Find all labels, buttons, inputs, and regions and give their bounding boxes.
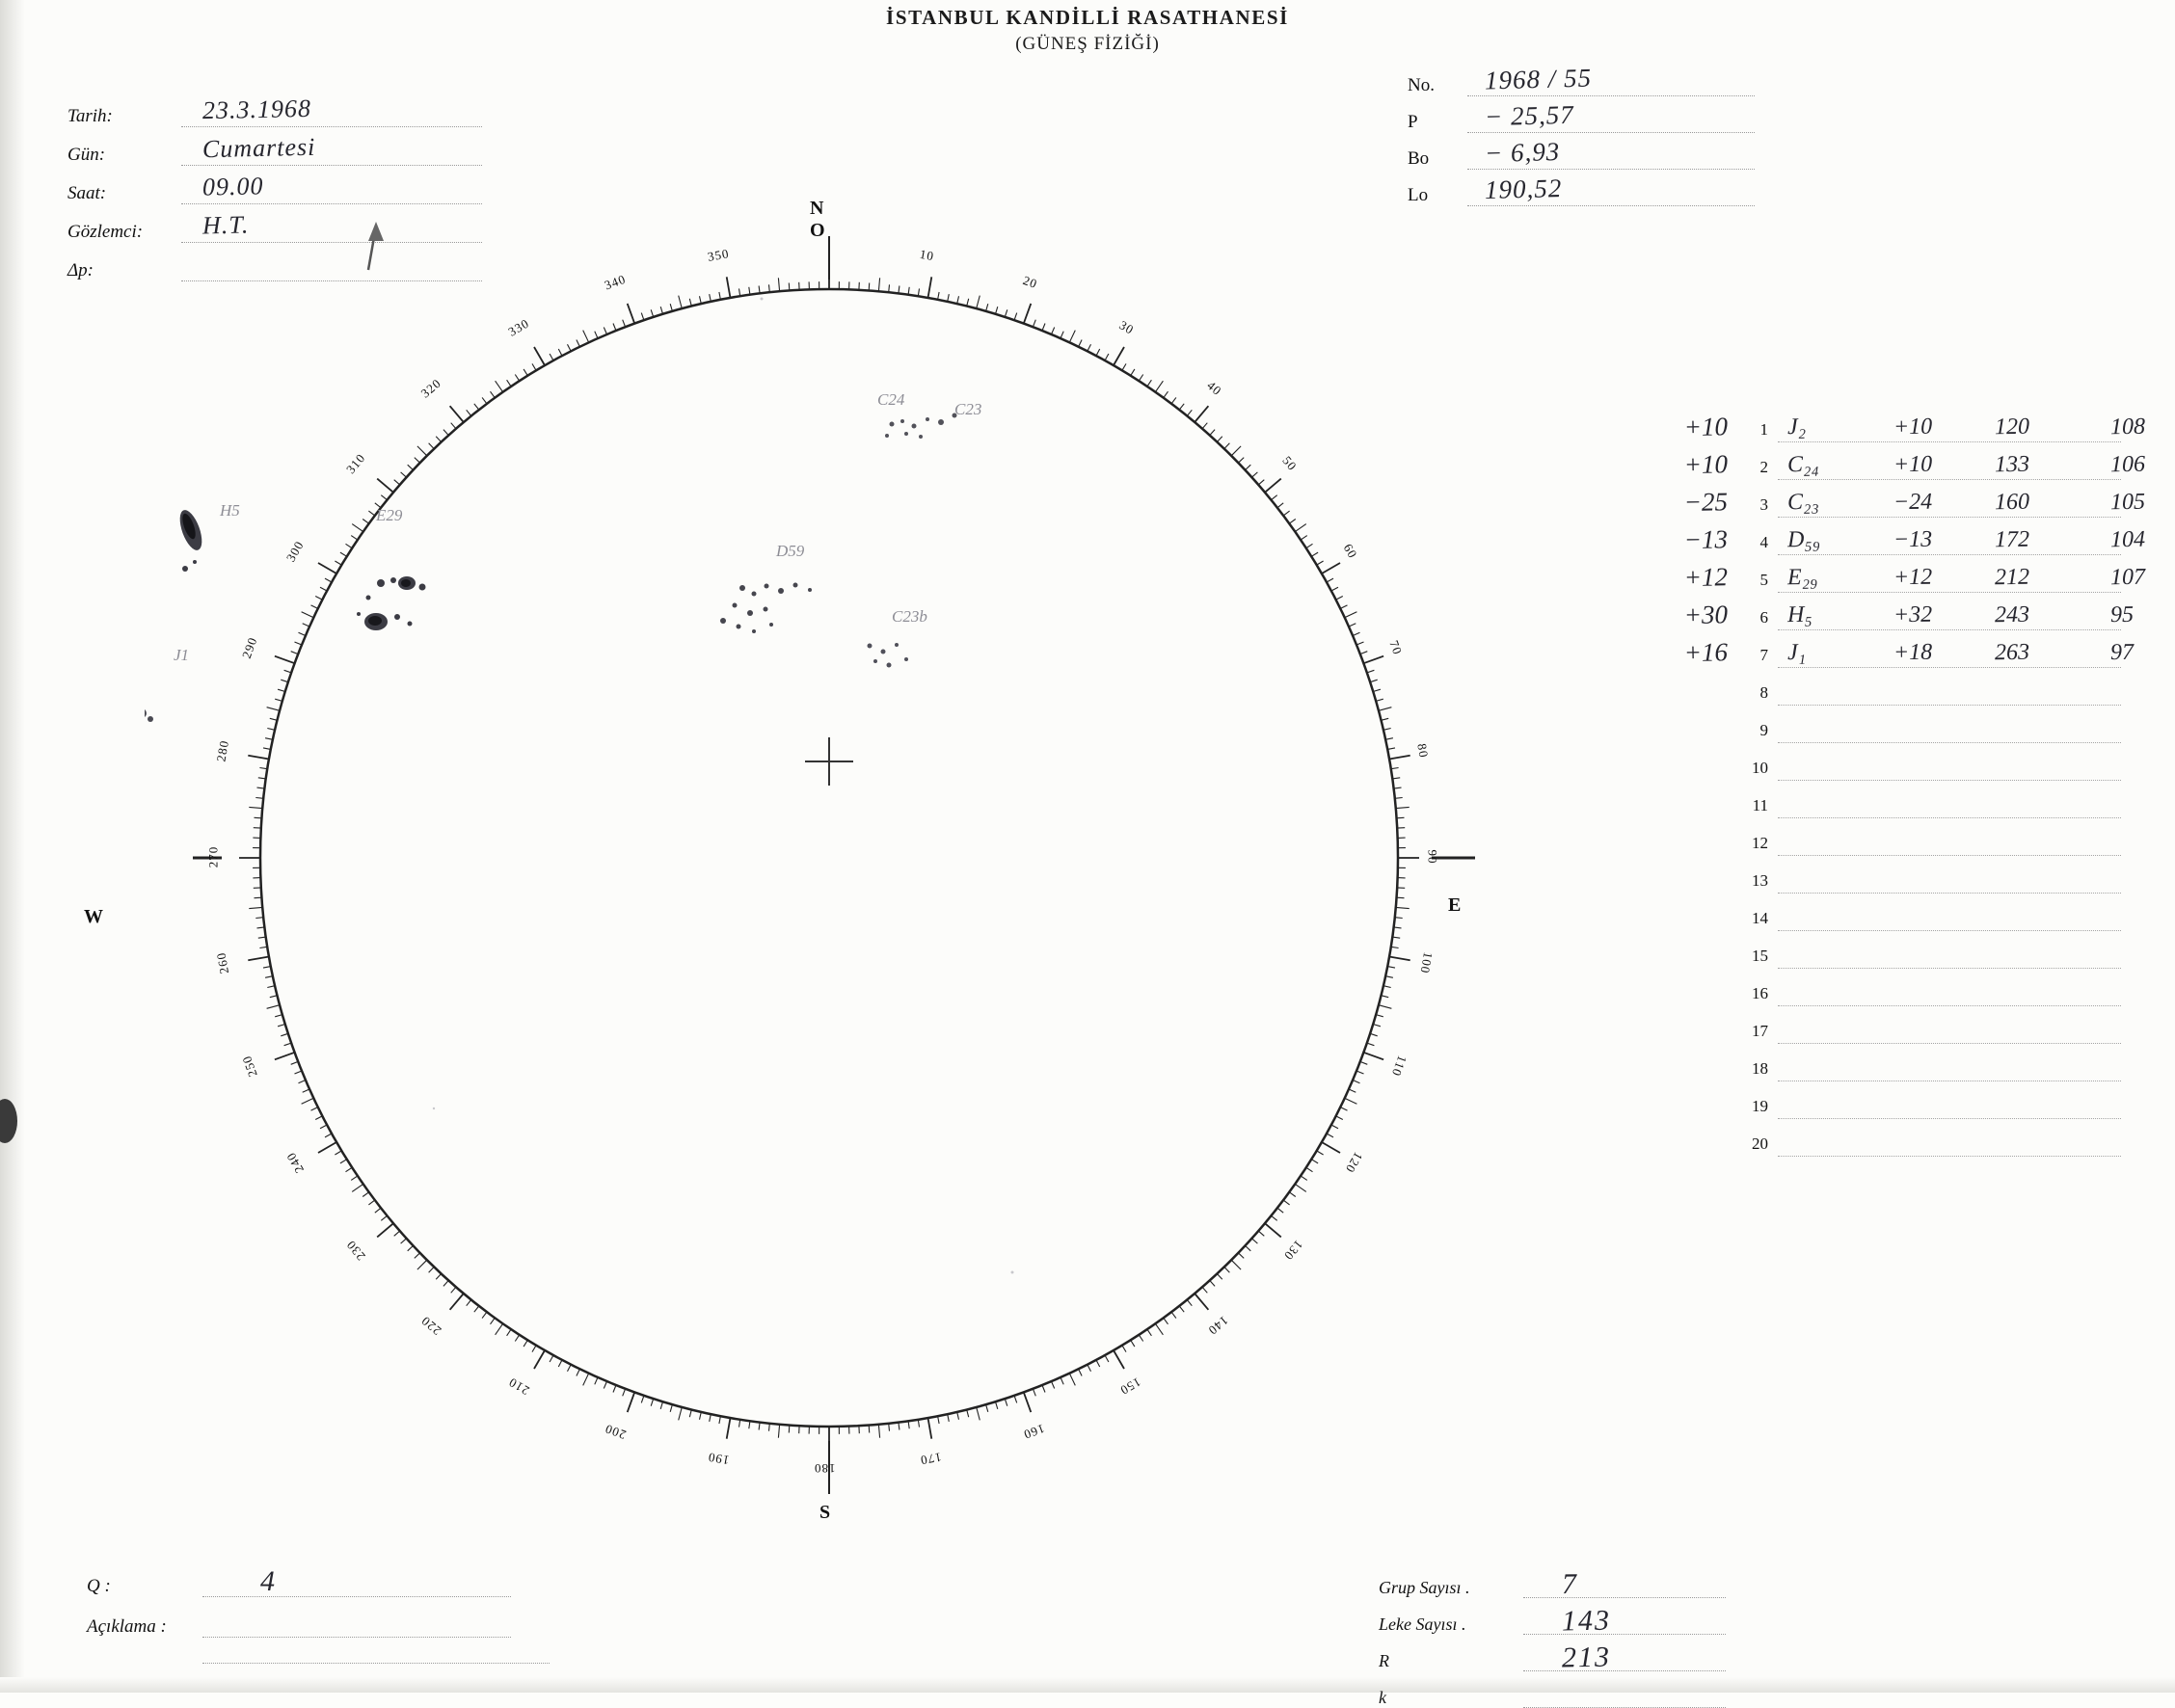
- degree-label-310: 310: [343, 451, 369, 478]
- quality-block: [87, 1557, 511, 1664]
- degree-label-230: 230: [343, 1237, 369, 1264]
- table-row[interactable]: [1639, 480, 2121, 518]
- cell-latitude: +32: [1893, 602, 1933, 629]
- cell-index: 15: [1735, 947, 1778, 969]
- degree-label-290: 290: [239, 635, 261, 661]
- form-row-no: [1408, 60, 1755, 96]
- cell-latitude: −13: [1893, 527, 1933, 554]
- sunspot-label-C23: C23: [954, 400, 981, 419]
- sunspot-label-J1: J1: [174, 646, 189, 665]
- degree-label-350: 350: [707, 246, 731, 265]
- degree-label-20: 20: [1021, 273, 1040, 292]
- label-leke-sayisi: Leke Sayısı .: [1379, 1615, 1523, 1635]
- value-gozlemci: H.T.: [202, 210, 250, 240]
- cell-delta: −13: [1639, 524, 1736, 556]
- cell-latitude: +10: [1893, 452, 1933, 479]
- degree-label-180: 180: [814, 1460, 836, 1476]
- table-row[interactable]: [1639, 856, 2121, 894]
- row-grup-sayisi: [1379, 1561, 1726, 1598]
- cell-index: 1: [1735, 420, 1778, 442]
- cell-index: 10: [1735, 759, 1778, 781]
- orientation-arrow: [368, 222, 384, 270]
- cell-delta: −25: [1639, 487, 1736, 519]
- cell-index: 17: [1735, 1022, 1778, 1044]
- cell-value: 95: [2110, 602, 2134, 628]
- table-row[interactable]: [1639, 706, 2121, 743]
- cell-entry[interactable]: [1778, 785, 2121, 818]
- sunspot-label-C23b: C23b: [892, 607, 927, 627]
- table-row[interactable]: [1639, 405, 2121, 442]
- page-title: [0, 6, 2175, 55]
- table-row[interactable]: [1639, 630, 2121, 668]
- cell-entry[interactable]: [1778, 973, 2121, 1006]
- table-row[interactable]: [1639, 1081, 2121, 1119]
- value-leke-sayisi: 143: [1562, 1605, 1612, 1639]
- label-no: No.: [1408, 75, 1467, 96]
- cell-latitude: +10: [1893, 414, 1933, 441]
- sunspot-group-H5: [175, 507, 206, 572]
- value-q: 4: [260, 1565, 275, 1598]
- cell-entry[interactable]: [1778, 709, 2121, 743]
- cell-longitude: 172: [1995, 527, 2029, 554]
- degree-label-220: 220: [418, 1312, 445, 1338]
- cell-entry[interactable]: [1778, 409, 2121, 442]
- cell-group-name: J₂: [1787, 414, 1806, 440]
- cell-entry[interactable]: [1778, 559, 2121, 593]
- field-q[interactable]: [202, 1567, 511, 1597]
- degree-label-110: 110: [1387, 1054, 1410, 1079]
- cardinal-s: S: [819, 1502, 830, 1524]
- table-row[interactable]: [1639, 518, 2121, 555]
- value-gun: Cumartesi: [202, 133, 316, 164]
- cell-delta: +10: [1639, 412, 1736, 443]
- cell-entry[interactable]: [1778, 597, 2121, 630]
- cell-delta: +10: [1639, 449, 1736, 481]
- row-q: [87, 1557, 511, 1597]
- cell-value: 104: [2110, 527, 2145, 554]
- degree-label-130: 130: [1280, 1237, 1306, 1264]
- sunspot-label-E29: E29: [376, 506, 402, 525]
- solar-disk-svg: [145, 145, 1591, 1610]
- table-row[interactable]: [1639, 442, 2121, 480]
- table-row[interactable]: [1639, 818, 2121, 856]
- cell-entry[interactable]: [1778, 935, 2121, 969]
- cell-value: 107: [2110, 565, 2145, 592]
- table-row[interactable]: [1639, 555, 2121, 593]
- cell-index: 13: [1735, 871, 1778, 894]
- degree-label-90: 90: [1425, 850, 1440, 865]
- sunspot-group-D59: [720, 583, 812, 634]
- cell-index: 2: [1735, 458, 1778, 480]
- cardinal-w: W: [84, 906, 103, 928]
- sunspot-label-H5: H5: [220, 501, 240, 520]
- field-tarih[interactable]: [181, 97, 482, 127]
- cell-value: 97: [2110, 640, 2134, 666]
- cell-group-name: D₅₉: [1787, 527, 1820, 553]
- degree-label-60: 60: [1340, 542, 1360, 562]
- cell-delta: +12: [1639, 562, 1736, 594]
- form-row-date: [67, 89, 482, 127]
- table-row[interactable]: [1639, 1119, 2121, 1157]
- cell-entry[interactable]: [1778, 1010, 2121, 1044]
- cell-delta: [1639, 1156, 1735, 1158]
- label-r: R: [1379, 1651, 1523, 1671]
- cell-index: 20: [1735, 1134, 1778, 1157]
- field-grup-sayisi[interactable]: [1523, 1570, 1726, 1598]
- field-p[interactable]: [1467, 105, 1755, 133]
- degree-label-100: 100: [1417, 951, 1437, 975]
- solar-disk-chart: [145, 145, 1591, 1610]
- label-bo: Bo: [1408, 148, 1467, 170]
- label-grup-sayisi: Grup Sayısı .: [1379, 1578, 1523, 1598]
- paper-edge-bottom: [0, 1677, 2175, 1693]
- sunspot-group-C24: [885, 414, 957, 440]
- row-leke-sayisi: [1379, 1598, 1726, 1635]
- cell-index: 7: [1735, 646, 1778, 668]
- field-aciklama-line2[interactable]: [202, 1638, 550, 1664]
- cell-group-name: C₂₃: [1787, 490, 1819, 516]
- label-tarih: Tarih:: [67, 106, 181, 127]
- cell-group-name: J₁: [1787, 640, 1806, 666]
- value-bo: − 6,93: [1485, 137, 1561, 169]
- label-gun: Gün:: [67, 145, 181, 166]
- cell-value: 108: [2110, 414, 2145, 441]
- cell-index: 18: [1735, 1059, 1778, 1081]
- cell-index: 4: [1735, 533, 1778, 555]
- label-lo: Lo: [1408, 185, 1467, 206]
- cell-group-name: E₂₉: [1787, 565, 1818, 591]
- cardinal-o: O: [810, 220, 825, 242]
- table-row[interactable]: [1639, 781, 2121, 818]
- degree-label-260: 260: [213, 951, 232, 975]
- cell-entry[interactable]: [1778, 1048, 2121, 1081]
- cell-index: 11: [1735, 796, 1778, 818]
- counts-block: [1379, 1561, 1726, 1708]
- degree-label-50: 50: [1278, 454, 1300, 475]
- degree-label-160: 160: [1021, 1420, 1047, 1442]
- field-r[interactable]: [1523, 1643, 1726, 1671]
- row-r: [1379, 1635, 1726, 1671]
- degree-label-210: 210: [506, 1374, 532, 1398]
- table-row[interactable]: [1639, 1006, 2121, 1044]
- cell-latitude: +12: [1893, 565, 1933, 592]
- cell-group-name: C₂₄: [1787, 452, 1819, 478]
- value-grup-sayisi: 7: [1562, 1568, 1579, 1601]
- cell-index: 3: [1735, 495, 1778, 518]
- label-q: Q :: [87, 1576, 202, 1597]
- table-row[interactable]: [1639, 1044, 2121, 1081]
- table-row[interactable]: [1639, 743, 2121, 781]
- cell-entry[interactable]: [1778, 822, 2121, 856]
- cell-entry[interactable]: [1778, 446, 2121, 480]
- degree-label-330: 330: [506, 315, 532, 339]
- degree-label-10: 10: [919, 246, 936, 263]
- cell-index: 19: [1735, 1097, 1778, 1119]
- observatory-title: İSTANBUL KANDİLLİ RASATHANESİ: [0, 6, 2175, 30]
- sunspot-label-C24: C24: [877, 390, 904, 410]
- value-p: − 25,57: [1485, 100, 1575, 132]
- table-row[interactable]: [1639, 894, 2121, 931]
- limb-circle: [260, 289, 1398, 1427]
- cell-index: 14: [1735, 909, 1778, 931]
- field-aciklama[interactable]: [202, 1608, 511, 1638]
- cell-entry[interactable]: [1778, 484, 2121, 518]
- cell-latitude: +18: [1893, 640, 1933, 667]
- field-no[interactable]: [1467, 68, 1755, 96]
- sunspot-group-E29: [357, 576, 426, 630]
- cell-entry[interactable]: [1778, 860, 2121, 894]
- value-r: 213: [1562, 1641, 1612, 1675]
- row-aciklama: [87, 1597, 511, 1638]
- table-row[interactable]: [1639, 969, 2121, 1006]
- label-gozlemci: Gözlemci:: [67, 222, 181, 243]
- cell-delta: +16: [1639, 637, 1736, 669]
- degree-label-320: 320: [418, 376, 445, 402]
- cell-index: 5: [1735, 571, 1778, 593]
- degree-label-190: 190: [707, 1450, 731, 1469]
- cell-longitude: 212: [1995, 565, 2029, 592]
- cell-index: 16: [1735, 984, 1778, 1006]
- degree-label-40: 40: [1203, 378, 1224, 399]
- label-aciklama: Açıklama :: [87, 1616, 202, 1638]
- value-tarih: 23.3.1968: [202, 94, 312, 125]
- degree-label-300: 300: [283, 538, 308, 564]
- paper-edge-left: [0, 0, 25, 1693]
- cell-longitude: 120: [1995, 414, 2029, 441]
- form-row-p: [1408, 96, 1755, 133]
- degree-label-120: 120: [1342, 1149, 1366, 1175]
- sunspot-label-D59: D59: [776, 542, 804, 561]
- cell-index: 8: [1735, 683, 1778, 706]
- cell-value: 105: [2110, 490, 2145, 517]
- sunspot-measurement-table: [1639, 405, 2121, 1157]
- degree-label-200: 200: [603, 1420, 629, 1442]
- label-k: k: [1379, 1688, 1523, 1708]
- paper-speckles: [433, 298, 1014, 1274]
- degree-label-270: 270: [205, 846, 221, 868]
- degree-label-170: 170: [919, 1450, 943, 1469]
- cell-index: 6: [1735, 608, 1778, 630]
- label-deltap: Δp:: [67, 260, 181, 281]
- sunspot-group-J1: [145, 708, 153, 722]
- table-row[interactable]: [1639, 931, 2121, 969]
- observatory-subtitle: (GÜNEŞ FİZİĞİ): [0, 34, 2175, 55]
- degree-label-280: 280: [213, 738, 232, 762]
- field-k[interactable]: [1523, 1680, 1726, 1708]
- value-no: 1968 / 55: [1485, 64, 1593, 96]
- cell-longitude: 160: [1995, 490, 2029, 517]
- degree-label-70: 70: [1385, 638, 1405, 657]
- cell-entry[interactable]: [1778, 521, 2121, 555]
- label-p: P: [1408, 112, 1467, 133]
- cell-index: 12: [1735, 834, 1778, 856]
- row-k: [1379, 1671, 1726, 1708]
- cell-entry[interactable]: [1778, 1085, 2121, 1119]
- degree-label-150: 150: [1117, 1374, 1143, 1398]
- cell-longitude: 133: [1995, 452, 2029, 479]
- cell-entry[interactable]: [1778, 672, 2121, 706]
- degree-label-250: 250: [239, 1054, 261, 1080]
- cell-longitude: 263: [1995, 640, 2029, 667]
- cardinal-n: N: [810, 198, 823, 220]
- degree-label-140: 140: [1204, 1312, 1231, 1338]
- table-row[interactable]: [1639, 593, 2121, 630]
- degree-ticks: [239, 268, 1419, 1448]
- sunspot-group-C23: [868, 643, 909, 668]
- cell-value: 106: [2110, 452, 2145, 479]
- cell-index: 9: [1735, 721, 1778, 743]
- cell-latitude: −24: [1893, 490, 1933, 517]
- value-saat: 09.00: [202, 172, 264, 201]
- table-row[interactable]: [1639, 668, 2121, 706]
- cell-delta: +30: [1639, 600, 1736, 631]
- cell-entry[interactable]: [1778, 1123, 2121, 1157]
- cell-longitude: 243: [1995, 602, 2029, 629]
- cell-group-name: H₅: [1787, 602, 1812, 628]
- degree-label-340: 340: [603, 272, 629, 294]
- label-saat: Saat:: [67, 183, 181, 204]
- cardinal-e: E: [1448, 894, 1461, 917]
- degree-label-30: 30: [1116, 317, 1137, 337]
- degree-label-240: 240: [283, 1149, 308, 1175]
- cell-entry[interactable]: [1778, 747, 2121, 781]
- degree-label-80: 80: [1414, 742, 1432, 760]
- field-leke-sayisi[interactable]: [1523, 1607, 1726, 1635]
- cell-entry[interactable]: [1778, 897, 2121, 931]
- value-lo: 190,52: [1485, 173, 1563, 205]
- cell-entry[interactable]: [1778, 634, 2121, 668]
